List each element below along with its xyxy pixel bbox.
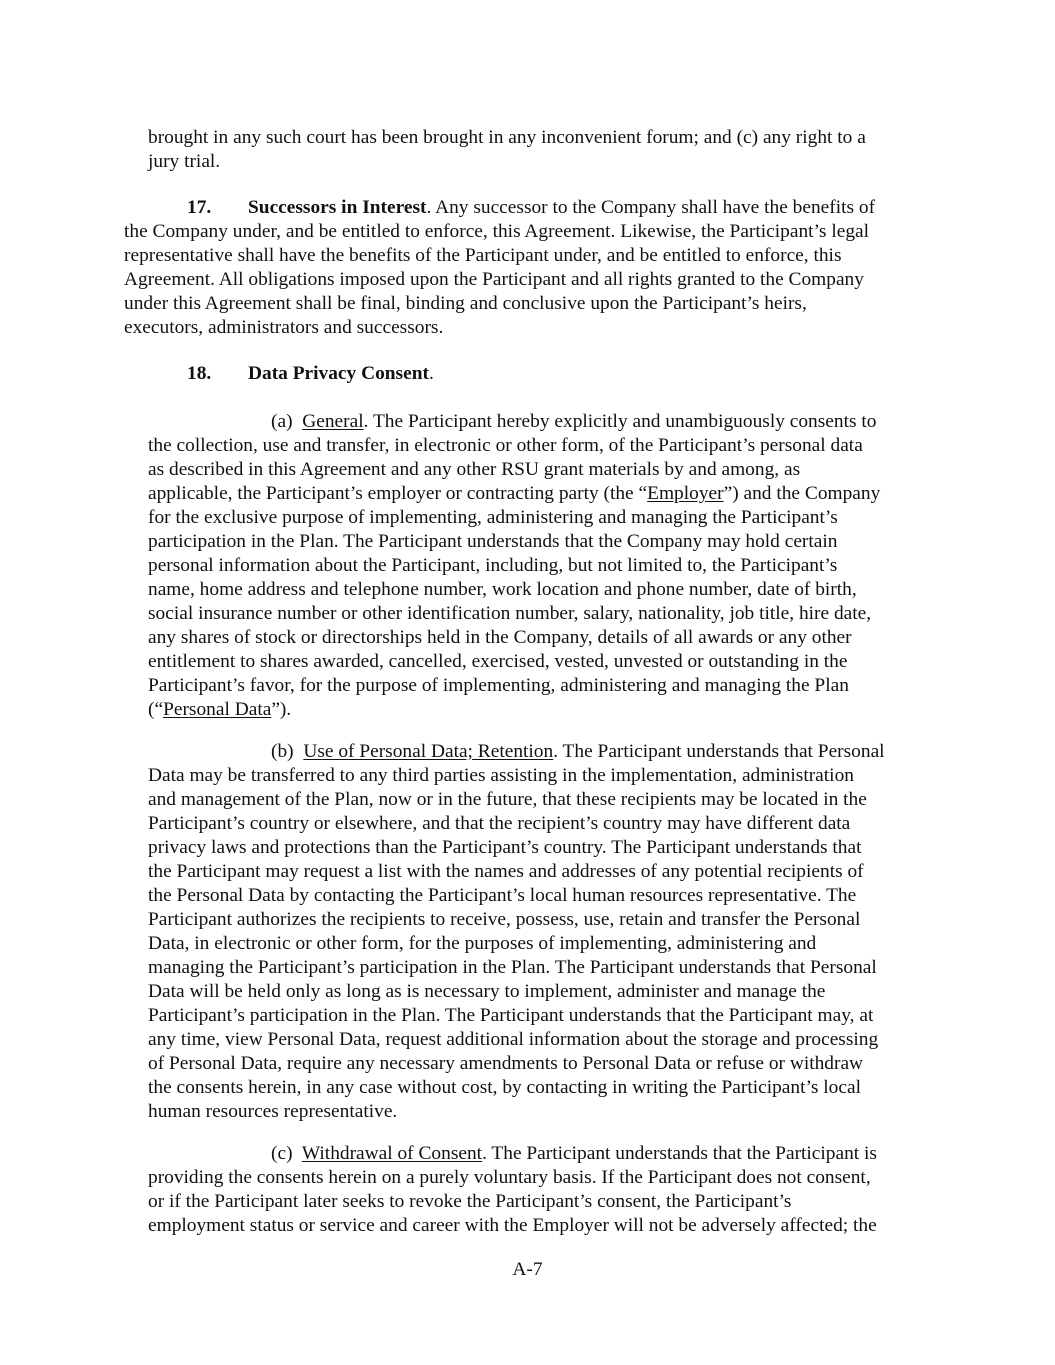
section-17-line: the Company under, and be entitled to enforce, this Agreement. Likewise, the Participant’s legal: [124, 221, 870, 242]
subsection-a-line: applicable, the Participant’s employer or contracting party (the “Employer”) and the Company: [148, 483, 881, 504]
subsection-c-heading: Withdrawal of Consent: [301, 1143, 483, 1164]
subsection-a-line: personal information about the Participant, including, but not limited to, the Participant’s: [148, 555, 838, 576]
subsection-a-line: (“Personal Data”).: [148, 699, 292, 720]
intro-line: brought in any such court has been brought in any inconvenient forum; and (c) any right to a: [148, 127, 866, 148]
subsection-b-line: privacy laws and protections than the Participant’s country. The Participant understands that: [148, 837, 862, 858]
subsection-c-line: employment status or service and career with the Employer will not be adversely affected; the: [148, 1215, 877, 1236]
subsection-c-first-line: (c) Withdrawal of Consent. The Participant understands that the Participant is: [271, 1143, 877, 1164]
section-17-line: Agreement. All obligations imposed upon the Participant and all rights granted to the Company: [124, 269, 864, 290]
subsection-c-line: or if the Participant later seeks to revoke the Participant’s consent, the Participant’s: [148, 1191, 792, 1212]
subsection-b-first-line: (b) Use of Personal Data; Retention. The Participant understands that Personal: [271, 741, 885, 762]
section-17-number: 17.: [187, 197, 212, 218]
subsection-b-line: the Participant may request a list with the names and addresses of any potential recipients of: [148, 861, 864, 882]
subsection-a-line: for the exclusive purpose of implementing, administering and managing the Participant’s: [148, 507, 838, 528]
subsection-c-marker: (c): [271, 1143, 293, 1164]
subsection-b-line: Data will be held only as long as is necessary to implement, administer and manage the: [148, 981, 826, 1002]
subsection-a-line: Participant’s favor, for the purpose of implementing, administering and managing the Plan: [148, 675, 849, 696]
subsection-a-line: the collection, use and transfer, in electronic or other form, of the Participant’s personal data: [148, 435, 863, 456]
subsection-a-line: name, home address and telephone number, work location and phone number, date of birth,: [148, 579, 857, 600]
section-17-first-line-text: . Any successor to the Company shall have the benefits of: [426, 197, 876, 218]
section-17-line: representative shall have the benefits of the Participant under, and be entitled to enforce, this: [124, 245, 842, 266]
subsection-b-line: Participant authorizes the recipients to receive, possess, use, retain and transfer the Personal: [148, 909, 861, 930]
subsection-c-line: providing the consents herein on a purely voluntary basis. If the Participant does not consent,: [148, 1167, 871, 1188]
section-17-line: under this Agreement shall be final, binding and conclusive upon the Participant’s heirs,: [124, 293, 807, 314]
subsection-a-first-line: (a) General. The Participant hereby explicitly and unambiguously consents to: [271, 411, 877, 432]
subsection-a-line: any shares of stock or directorships held in the Company, details of all awards or any other: [148, 627, 852, 648]
subsection-a-marker: (a): [271, 411, 293, 432]
subsection-a-line: as described in this Agreement and any other RSU grant materials by and among, as: [148, 459, 801, 480]
section-17-line: executors, administrators and successors.: [124, 317, 444, 338]
section-18-number: 18.: [187, 363, 212, 384]
intro-line: jury trial.: [148, 151, 221, 172]
subsection-b-line: Data may be transferred to any third parties assisting in the implementation, administration: [148, 765, 854, 786]
page-number: A-7: [512, 1259, 543, 1280]
section-18-title: Data Privacy Consent: [248, 363, 429, 384]
section-17-title: Successors in Interest: [248, 197, 427, 218]
subsection-a-heading: General: [302, 411, 364, 432]
subsection-b-line: the Personal Data by contacting the Participant’s local human resources representative. The: [148, 885, 857, 906]
section-18-heading: Data Privacy Consent.: [248, 363, 434, 384]
subsection-b-line: Participant’s participation in the Plan. The Participant understands that the Participant may, at: [148, 1005, 874, 1026]
subsection-a-line: social insurance number or other identification number, salary, nationality, job title, hire date,: [148, 603, 872, 624]
subsection-b-line: Participant’s country or elsewhere, and that the recipient’s country may have different data: [148, 813, 851, 834]
subsection-b-line: human resources representative.: [148, 1101, 398, 1122]
subsection-b-heading: Use of Personal Data; Retention: [303, 741, 554, 762]
subsection-b-line: managing the Participant’s participation in the Plan. The Participant understands that Personal: [148, 957, 877, 978]
defined-term-employer: Employer: [647, 483, 724, 504]
subsection-b-line: any time, view Personal Data, request additional information about the storage and processing: [148, 1029, 879, 1050]
subsection-b-line: and management of the Plan, now or in the future, that these recipients may be located in the: [148, 789, 867, 810]
subsection-b-line: of Personal Data, require any necessary amendments to Personal Data or refuse or withdraw: [148, 1053, 864, 1074]
section-17-first-line: [248, 196, 875, 220]
defined-term-personal-data: Personal Data: [163, 699, 272, 720]
subsection-b-line: Data, in electronic or other form, for the purposes of implementing, administering and: [148, 933, 817, 954]
subsection-b-marker: (b): [271, 741, 294, 762]
subsection-a-line: participation in the Plan. The Participant understands that the Company may hold certain: [148, 531, 838, 552]
subsection-b-line: the consents herein, in any case without cost, by contacting in writing the Participant’s local: [148, 1077, 861, 1098]
subsection-a-line: entitlement to shares awarded, cancelled, exercised, vested, unvested or outstanding in the: [148, 651, 848, 672]
